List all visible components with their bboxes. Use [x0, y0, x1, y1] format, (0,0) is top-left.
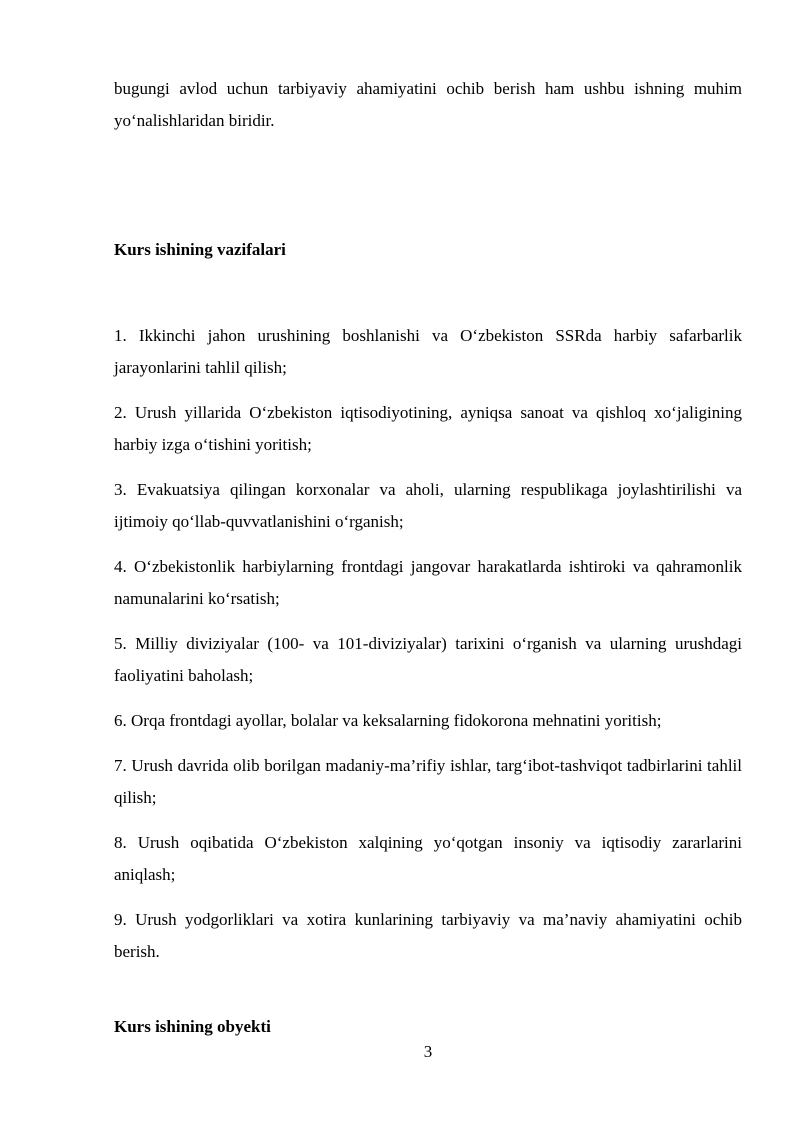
section-heading-tasks: Kurs ishining vazifalari	[114, 240, 286, 259]
tasks-list	[114, 320, 742, 981]
task-item: 8. Urush oqibatida O‘zbekiston xalqining yo‘qotgan insoniy va iqtisodiy zararlarini aniqlash;	[114, 833, 742, 884]
intro-paragraph: bugungi avlod uchun tarbiyaviy ahamiyatini ochib berish ham ushbu ishning muhim yo‘nalishlaridan biridir.	[114, 79, 742, 130]
task-item: 2. Urush yillarida O‘zbekiston iqtisodiyotining, ayniqsa sanoat va qishloq xo‘jaligining harbiy izga o‘tishini yoritish;	[114, 403, 742, 454]
task-item: 5. Milliy diviziyalar (100- va 101-diviziyalar) tarixini o‘rganish va ularning urushdagi faoliyatini baholash;	[114, 634, 742, 685]
task-item: 7. Urush davrida olib borilgan madaniy-ma’rifiy ishlar, targ‘ibot-tashviqot tadbirlarini tahlil qilish;	[114, 756, 742, 807]
section-heading-object: Kurs ishining obyekti	[114, 1017, 271, 1036]
page-number: 3	[423, 1042, 433, 1061]
task-item: 1. Ikkinchi jahon urushining boshlanishi va O‘zbekiston SSRda harbiy safarbarlik jarayonlarini tahlil qilish;	[114, 326, 742, 377]
task-item: 9. Urush yodgorliklari va xotira kunlarining tarbiyaviy va ma’naviy ahamiyatini ochib berish.	[114, 910, 742, 961]
document-page	[114, 70, 742, 137]
task-item: 4. O‘zbekistonlik harbiylarning frontdagi jangovar harakatlarda ishtiroki va qahramonlik namunalarini ko‘rsatish;	[114, 557, 742, 608]
task-item: 6. Orqa frontdagi ayollar, bolalar va keksalarning fidokorona mehnatini yoritish;	[114, 711, 662, 730]
task-item: 3. Evakuatsiya qilingan korxonalar va aholi, ularning respublikaga joylashtirilishi va ijtimoiy qo‘llab-quvvatlanishini o‘rganish;	[114, 480, 742, 531]
